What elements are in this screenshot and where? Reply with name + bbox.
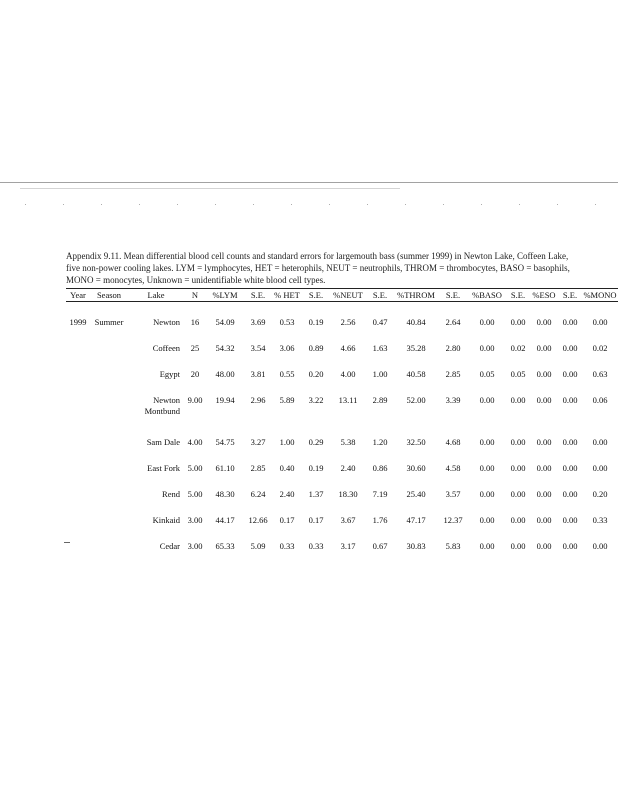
scan-artifact-line [20,188,400,189]
column-header: %THROM [397,290,435,300]
value-cell: 16 [190,317,200,327]
table-row [66,369,618,395]
column-header: S.E. [372,290,388,300]
year-cell: 1999 [69,317,87,327]
value-cell: 0.00 [479,317,495,327]
value-cell: 19.94 [215,395,235,405]
table-row [66,541,618,567]
season-cell [90,395,128,437]
value-cell: 35.28 [406,343,426,353]
lake-cell: Cedar [159,541,180,551]
value-cell: 0.00 [562,437,578,447]
value-cell: 0.00 [592,463,608,473]
value-cell: 25 [190,343,200,353]
value-cell: 4.00 [340,369,356,379]
scan-artifact-line [0,182,618,183]
table-row [66,463,618,489]
value-cell: 0.00 [562,343,578,353]
value-cell: 5.00 [187,489,203,499]
value-cell: 2.89 [372,395,388,405]
value-cell: 0.55 [279,369,295,379]
value-cell: 0.00 [536,343,552,353]
column-header: Year [70,290,86,300]
value-cell: 0.53 [279,317,295,327]
year-cell [66,515,90,541]
table-row [66,343,618,369]
value-cell: 12.66 [248,515,268,525]
value-cell: 0.00 [510,395,526,405]
column-header: N [191,290,199,300]
column-header: %NEUT [333,290,363,300]
lake-cell: Egypt [159,369,180,379]
value-cell: 0.00 [562,463,578,473]
value-cell: 32.50 [406,437,426,447]
scan-mark [64,542,70,543]
table-row [66,489,618,515]
lake-cell: Newton [153,317,180,327]
column-header: % HET [274,290,300,300]
value-cell: 0.06 [592,395,608,405]
value-cell: 54.75 [215,437,235,447]
caption-line-1: Appendix 9.11. Mean differential blood cell counts and standard errors for largemouth bass (summer 1999) in Newton Lake, Coffeen Lake, [66,251,569,261]
season-cell [90,515,128,541]
value-cell: 48.00 [215,369,235,379]
value-cell: 2.85 [250,463,266,473]
value-cell: 0.00 [536,463,552,473]
value-cell: 2.64 [445,317,461,327]
value-cell: 0.86 [372,463,388,473]
value-cell: 1.76 [372,515,388,525]
value-cell: 0.00 [536,437,552,447]
value-cell: 30.83 [406,541,426,551]
value-cell: 0.00 [592,317,608,327]
caption-line-2: five non-power cooling lakes. LYM = lymphocytes, HET = heterophils, NEUT = neutrophils, THROM = thrombocytes, BASO = basophils, [66,263,570,273]
column-header: %BASO [472,290,502,300]
value-cell: 0.00 [562,489,578,499]
value-cell: 0.17 [279,515,295,525]
table-row [66,437,618,463]
column-header: S.E. [562,290,578,300]
value-cell: 0.00 [536,317,552,327]
value-cell: 0.40 [279,463,295,473]
value-cell: 4.58 [445,463,461,473]
year-cell [66,463,90,489]
value-cell: 13.11 [338,395,358,405]
value-cell: 7.19 [372,489,388,499]
table-header-row [66,289,618,301]
value-cell: 3.22 [308,395,324,405]
value-cell: 0.02 [510,343,526,353]
value-cell: 0.19 [308,317,324,327]
value-cell: 0.05 [479,369,495,379]
value-cell: 5.00 [187,463,203,473]
value-cell: 3.06 [279,343,295,353]
table-caption [66,250,618,286]
lake-cell: Rend [162,489,180,499]
column-header: S.E. [445,290,461,300]
value-cell: 0.00 [510,515,526,525]
season-cell: Summer [94,317,124,327]
value-cell: 0.20 [592,489,608,499]
value-cell: 0.00 [510,317,526,327]
table-row [66,395,618,437]
value-cell: 0.20 [308,369,324,379]
value-cell: 0.00 [592,541,608,551]
value-cell: 0.00 [479,437,495,447]
caption-line-3: MONO = monocytes, Unknown = unidentifiable white blood cell types. [66,275,326,285]
lake-cell: Newton Montbund [144,395,180,416]
value-cell: 3.27 [250,437,266,447]
scan-artifact-dots [25,204,615,205]
value-cell: 2.40 [279,489,295,499]
value-cell: 4.66 [340,343,356,353]
year-cell [66,369,90,395]
value-cell: 40.58 [406,369,426,379]
value-cell: 0.00 [536,369,552,379]
value-cell: 0.00 [562,317,578,327]
lake-cell: Sam Dale [146,437,180,447]
column-header: Lake [147,290,165,300]
season-cell [90,343,128,369]
lake-cell: Kinkaid [152,515,180,525]
value-cell: 0.05 [510,369,526,379]
value-cell: 0.00 [479,489,495,499]
value-cell: 0.19 [308,463,324,473]
value-cell: 0.00 [562,541,578,551]
value-cell: 5.09 [250,541,266,551]
value-cell: 2.40 [340,463,356,473]
value-cell: 6.24 [250,489,266,499]
value-cell: 0.00 [479,515,495,525]
value-cell: 48.30 [215,489,235,499]
value-cell: 40.84 [406,317,426,327]
value-cell: 25.40 [406,489,426,499]
value-cell: 0.00 [562,515,578,525]
value-cell: 5.83 [445,541,461,551]
value-cell: 3.00 [187,541,203,551]
value-cell: 3.57 [445,489,461,499]
value-cell: 4.68 [445,437,461,447]
value-cell: 0.17 [308,515,324,525]
table-row [66,515,618,541]
value-cell: 30.60 [406,463,426,473]
table-row [66,317,618,343]
value-cell: 2.96 [250,395,266,405]
year-cell [66,343,90,369]
value-cell: 1.00 [279,437,295,447]
lake-cell: East Fork [147,463,180,473]
value-cell: 0.00 [510,489,526,499]
value-cell: 0.29 [308,437,324,447]
value-cell: 3.69 [250,317,266,327]
value-cell: 0.00 [479,463,495,473]
column-header: S.E. [308,290,324,300]
value-cell: 0.00 [479,541,495,551]
value-cell: 0.00 [562,395,578,405]
value-cell: 0.89 [308,343,324,353]
value-cell: 0.00 [536,489,552,499]
year-cell [66,489,90,515]
value-cell: 1.63 [372,343,388,353]
value-cell: 20 [190,369,200,379]
value-cell: 3.54 [250,343,266,353]
value-cell: 5.38 [340,437,356,447]
value-cell: 1.37 [308,489,324,499]
value-cell: 4.00 [187,437,203,447]
value-cell: 44.17 [215,515,235,525]
value-cell: 2.56 [340,317,356,327]
value-cell: 0.47 [372,317,388,327]
value-cell: 5.89 [279,395,295,405]
value-cell: 52.00 [406,395,426,405]
value-cell: 0.00 [562,369,578,379]
value-cell: 3.17 [340,541,356,551]
season-cell [90,369,128,395]
value-cell: 2.80 [445,343,461,353]
value-cell: 61.10 [215,463,235,473]
value-cell: 0.00 [479,343,495,353]
value-cell: 2.85 [445,369,461,379]
lake-cell: Coffeen [152,343,180,353]
value-cell: 3.00 [187,515,203,525]
value-cell: 47.17 [406,515,426,525]
value-cell: 18.30 [338,489,358,499]
column-header: %LYM [212,290,238,300]
value-cell: 1.20 [372,437,388,447]
value-cell: 3.67 [340,515,356,525]
value-cell: 0.63 [592,369,608,379]
value-cell: 0.00 [510,463,526,473]
season-cell [90,489,128,515]
column-header: Season [96,290,122,300]
blood-cell-table [66,289,618,567]
value-cell: 54.32 [215,343,235,353]
season-cell [90,437,128,463]
value-cell: 0.00 [510,437,526,447]
value-cell: 0.33 [592,515,608,525]
year-cell [66,437,90,463]
column-header: S.E. [250,290,266,300]
value-cell: 0.00 [536,541,552,551]
value-cell: 9.00 [187,395,203,405]
value-cell: 54.09 [215,317,235,327]
season-cell [90,541,128,567]
value-cell: 0.00 [536,515,552,525]
value-cell: 0.33 [308,541,324,551]
year-cell [66,395,90,437]
value-cell: 1.00 [372,369,388,379]
season-cell [90,463,128,489]
value-cell: 0.00 [510,541,526,551]
value-cell: 3.39 [445,395,461,405]
value-cell: 0.00 [536,395,552,405]
value-cell: 12.37 [443,515,463,525]
value-cell: 0.33 [279,541,295,551]
column-header: %MONO [583,290,617,300]
column-header: %ESO [532,290,556,300]
value-cell: 0.00 [592,437,608,447]
value-cell: 3.81 [250,369,266,379]
value-cell: 0.00 [479,395,495,405]
column-header: S.E. [510,290,526,300]
value-cell: 65.33 [215,541,235,551]
value-cell: 0.67 [372,541,388,551]
table-body [66,301,618,567]
value-cell: 0.02 [592,343,608,353]
year-cell [66,541,90,567]
